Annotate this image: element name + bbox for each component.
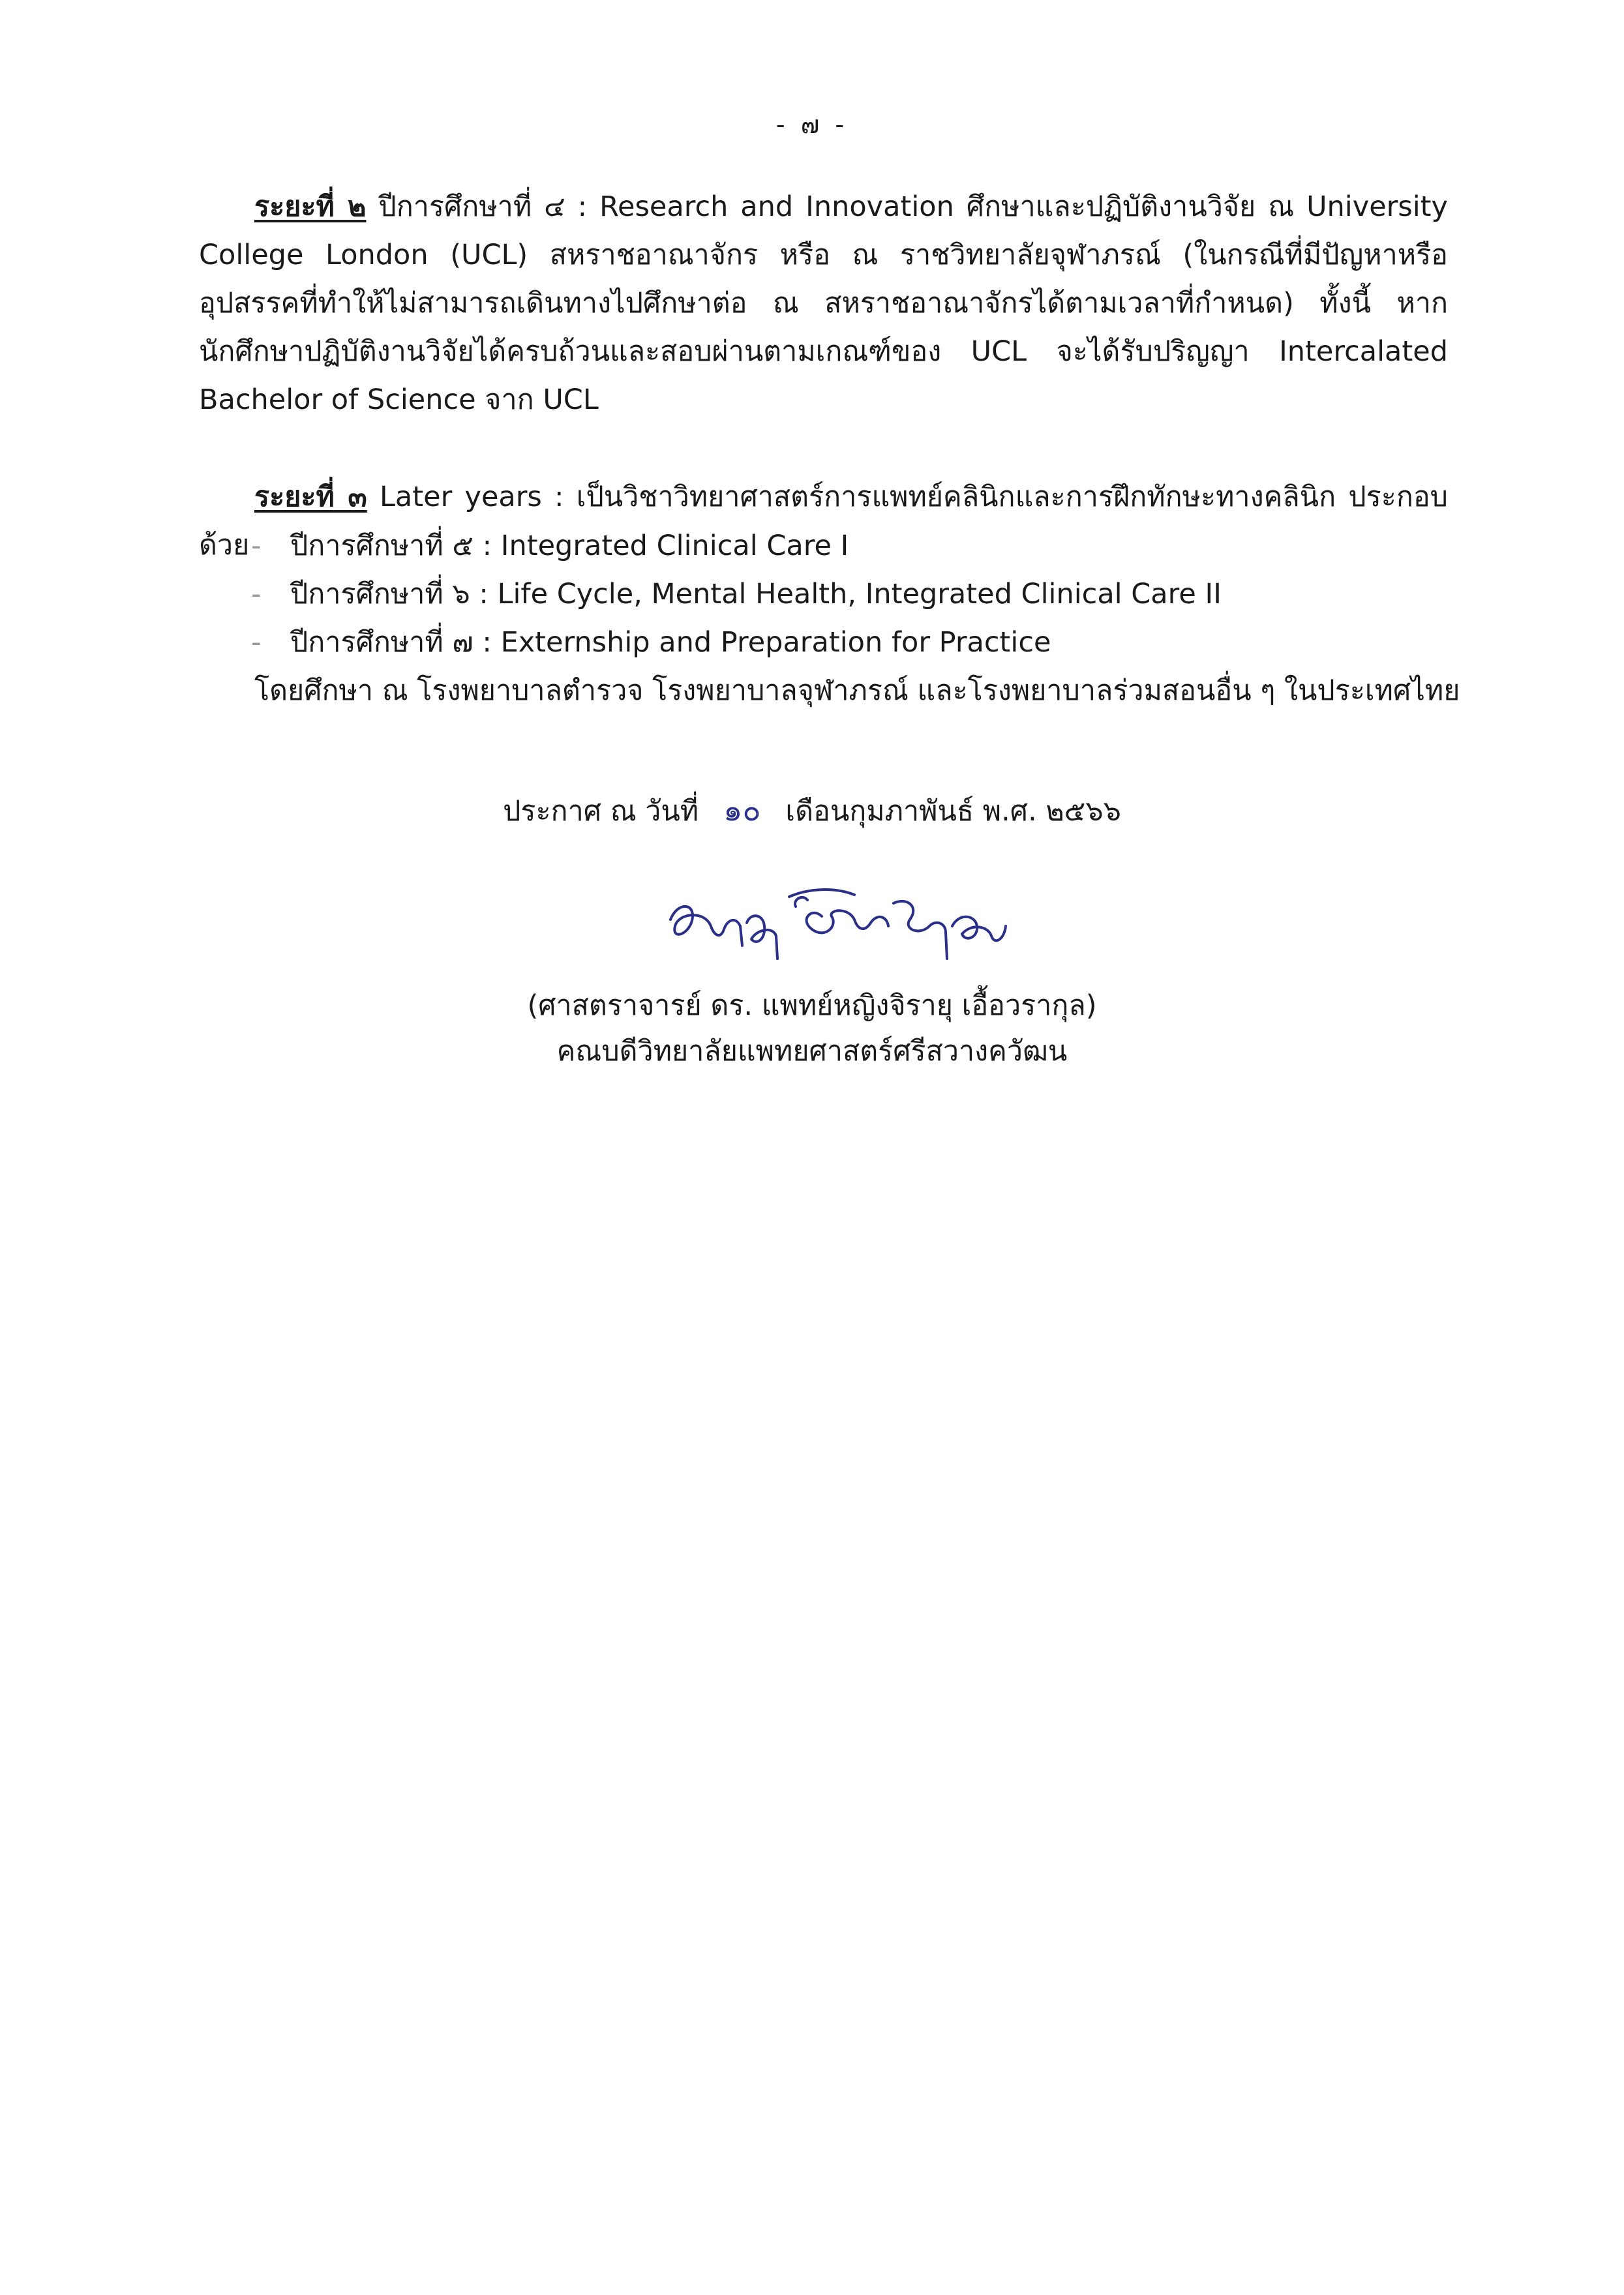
announcement-day: ๑๐ bbox=[723, 792, 761, 828]
year-6-item: ปีการศึกษาที่ ๖ : Life Cycle, Mental Health, Integrated Clinical Care II bbox=[290, 578, 1222, 610]
study-locations: โดยศึกษา ณ โรงพยาบาลตำรวจ โรงพยาบาลจุฬาภรณ์ และโรงพยาบาลร่วมสอนอื่น ๆ ในประเทศไทย bbox=[254, 674, 1460, 707]
announcement-date bbox=[0, 786, 1624, 835]
bullet-dash: - bbox=[251, 530, 262, 562]
handwritten-signature bbox=[659, 874, 1024, 985]
page-number: - ๗ - bbox=[775, 110, 849, 139]
signer-name: (ศาสตราจารย์ ดร. แพทย์หญิงจิรายุ เอื้อวรากุล) bbox=[527, 989, 1097, 1022]
list-item bbox=[251, 522, 1222, 570]
phase-2-text: ปีการศึกษาที่ ๔ : Research and Innovation ศึกษาและปฏิบัติงานวิจัย ณ University College London (UCL) สหราชอาณาจักร หรือ ณ ราชวิทยาลัยจุฬาภรณ์ (ในกรณีที่มีปัญหาหรืออุปสรรคที่ทำให้ไม่สามารถเดินทางไปศึกษาต่อ ณ สหราชอาณาจักรได้ตามเวลาที่กำหนด) ทั้งนี้ หากนักศึกษาปฏิบัติงานวิจัยได้ครบถ้วนและสอบผ่านตามเกณฑ์ของ UCL จะได้รับปริญญา Intercalated Bachelor of Science จาก UCL bbox=[199, 190, 1448, 416]
year-7-item: ปีการศึกษาที่ ๗ : Externship and Preparation for Practice bbox=[290, 626, 1051, 659]
announcement-month-year: เดือนกุมภาพันธ์ พ.ศ. ๒๕๖๖ bbox=[785, 795, 1121, 828]
announcement-prefix: ประกาศ ณ วันที่ bbox=[503, 795, 699, 828]
bullet-dash: - bbox=[251, 626, 262, 659]
signer-title: คณบดีวิทยาลัยแพทยศาสตร์ศรีสวางควัฒน bbox=[556, 1035, 1068, 1068]
phase-3-label: ระยะที่ ๓ bbox=[254, 481, 367, 513]
phase-2-label: ระยะที่ ๒ bbox=[254, 190, 367, 223]
year-5-item: ปีการศึกษาที่ ๕ : Integrated Clinical Care I bbox=[290, 530, 849, 562]
list-item bbox=[251, 618, 1222, 667]
list-item bbox=[251, 570, 1222, 618]
phase-3-text: Later years : เป็นวิชาวิทยาศาสตร์การแพทย์คลินิกและการฝึกทักษะทางคลินิก ประกอบด้วย bbox=[199, 481, 1448, 562]
bullet-dash: - bbox=[251, 578, 262, 610]
phase-2-paragraph bbox=[199, 183, 1448, 424]
year-list bbox=[251, 522, 1222, 667]
